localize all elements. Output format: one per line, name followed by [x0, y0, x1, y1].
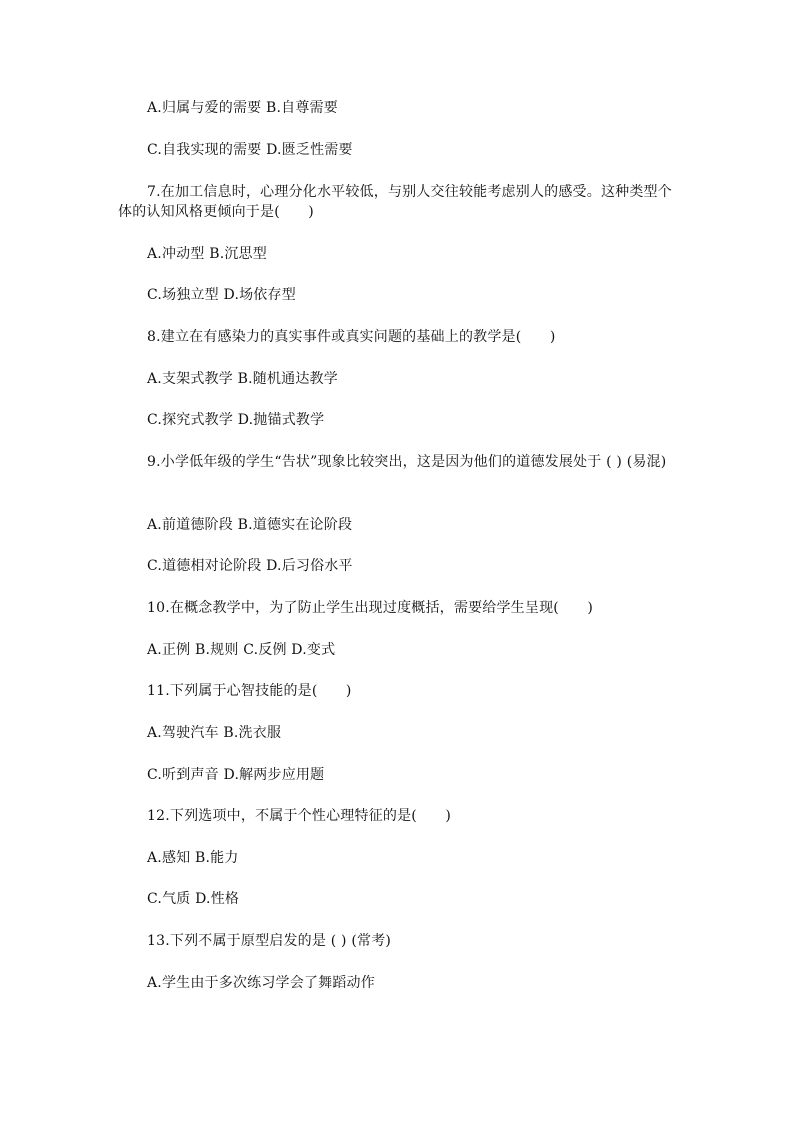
q9-options-ab: A.前道德阶段 B.道德实在论阶段 [147, 517, 353, 533]
q6-options-ab: A.归属与爱的需要 B.自尊需要 [147, 100, 338, 116]
q10-stem: 10.在概念教学中，为了防止学生出现过度概括，需要给学生呈现( ) [147, 600, 593, 616]
q7-options-ab: A.冲动型 B.沉思型 [147, 246, 267, 262]
q9-stem: 9.小学低年级的学生“告状”现象比较突出，这是因为他们的道德发展处于 ( ) (易混) [147, 454, 667, 470]
q13-option-a: A.学生由于多次练习学会了舞蹈动作 [147, 975, 375, 991]
q12-stem: 12.下列选项中，不属于个性心理特征的是( ) [147, 808, 451, 824]
q11-options-ab: A.驾驶汽车 B.洗衣服 [147, 725, 282, 741]
q7-stem-line1: 7.在加工信息时，心理分化水平较低，与别人交往较能考虑别人的感受。这种类型个 [147, 184, 672, 200]
q8-stem: 8.建立在有感染力的真实事件或真实问题的基础上的教学是( ) [147, 329, 556, 345]
q8-options-cd: C.探究式教学 D.抛锚式教学 [147, 412, 325, 428]
q7-stem-line2: 体的认知风格更倾向于是( ) [118, 204, 314, 220]
q11-options-cd: C.听到声音 D.解两步应用题 [147, 767, 325, 783]
q7-options-cd: C.场独立型 D.场依存型 [147, 287, 296, 303]
q12-options-cd: C.气质 D.性格 [147, 891, 240, 907]
q12-options-ab: A.感知 B.能力 [147, 850, 239, 866]
q10-options: A.正例 B.规则 C.反例 D.变式 [147, 642, 336, 658]
q8-options-ab: A.支架式教学 B.随机通达教学 [147, 371, 338, 387]
q9-options-cd: C.道德相对论阶段 D.后习俗水平 [147, 558, 353, 574]
q11-stem: 11.下列属于心智技能的是( ) [147, 683, 352, 699]
q13-stem: 13.下列不属于原型启发的是 ( ) (常考) [147, 933, 392, 949]
q6-options-cd: C.自我实现的需要 D.匮乏性需要 [147, 142, 353, 158]
